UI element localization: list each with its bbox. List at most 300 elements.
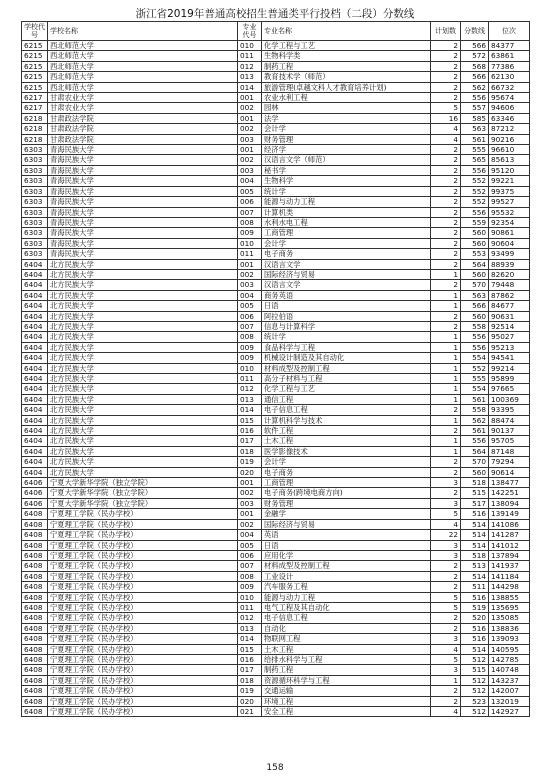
school-name-cell: 北方民族大学 bbox=[48, 436, 238, 446]
school-code-cell: 6406 bbox=[22, 478, 48, 488]
school-name-cell: 北方民族大学 bbox=[48, 301, 238, 311]
major-code-cell: 003 bbox=[238, 134, 262, 144]
plan-cell: 3 bbox=[431, 665, 461, 675]
major-name-cell: 财务管理 bbox=[262, 498, 431, 508]
school-code-cell: 6303 bbox=[22, 228, 48, 238]
major-code-cell: 010 bbox=[238, 238, 262, 248]
score-cell: 514 bbox=[461, 540, 489, 550]
rank-cell: 93395 bbox=[489, 405, 530, 415]
score-cell: 556 bbox=[461, 93, 489, 103]
plan-cell: 1 bbox=[431, 290, 461, 300]
major-code-cell: 006 bbox=[238, 311, 262, 321]
major-code-cell: 007 bbox=[238, 321, 262, 331]
table-row bbox=[22, 259, 530, 269]
major-code-cell: 009 bbox=[238, 353, 262, 363]
score-cell: 566 bbox=[461, 41, 489, 51]
rank-cell: 141937 bbox=[489, 561, 530, 571]
school-code-cell: 6404 bbox=[22, 259, 48, 269]
school-code-cell: 6404 bbox=[22, 384, 48, 394]
plan-cell: 1 bbox=[431, 675, 461, 685]
score-cell: 556 bbox=[461, 332, 489, 342]
school-code-cell: 6404 bbox=[22, 290, 48, 300]
major-code-cell: 020 bbox=[238, 467, 262, 477]
table-row bbox=[22, 311, 530, 321]
school-code-cell: 6408 bbox=[22, 550, 48, 560]
school-code-cell: 6408 bbox=[22, 634, 48, 644]
plan-cell: 2 bbox=[431, 145, 461, 155]
major-name-cell: 环境工程 bbox=[262, 696, 431, 706]
major-code-cell: 004 bbox=[238, 290, 262, 300]
score-cell: 585 bbox=[461, 113, 489, 123]
score-cell: 556 bbox=[461, 342, 489, 352]
plan-cell: 1 bbox=[431, 353, 461, 363]
major-code-cell: 009 bbox=[238, 228, 262, 238]
major-name-cell: 应用化学 bbox=[262, 550, 431, 560]
plan-cell: 2 bbox=[431, 467, 461, 477]
major-code-cell: 018 bbox=[238, 446, 262, 456]
table-row bbox=[22, 561, 530, 571]
school-code-cell: 6218 bbox=[22, 113, 48, 123]
major-code-cell: 001 bbox=[238, 478, 262, 488]
major-code-cell: 018 bbox=[238, 675, 262, 685]
score-cell: 512 bbox=[461, 654, 489, 664]
school-code-cell: 6303 bbox=[22, 155, 48, 165]
major-code-cell: 008 bbox=[238, 332, 262, 342]
plan-cell: 16 bbox=[431, 113, 461, 123]
table-row bbox=[22, 72, 530, 82]
plan-cell: 2 bbox=[431, 82, 461, 92]
school-name-cell: 北方民族大学 bbox=[48, 321, 238, 331]
school-name-cell: 北方民族大学 bbox=[48, 457, 238, 467]
school-name-cell: 青海民族大学 bbox=[48, 238, 238, 248]
major-code-cell: 009 bbox=[238, 582, 262, 592]
rank-cell: 142007 bbox=[489, 686, 530, 696]
rank-cell: 141287 bbox=[489, 530, 530, 540]
score-cell: 570 bbox=[461, 280, 489, 290]
table-row bbox=[22, 405, 530, 415]
score-cell: 514 bbox=[461, 571, 489, 581]
table-row bbox=[22, 654, 530, 664]
rank-cell: 138477 bbox=[489, 478, 530, 488]
school-code-cell: 6404 bbox=[22, 321, 48, 331]
rank-cell: 141086 bbox=[489, 519, 530, 529]
score-cell: 516 bbox=[461, 592, 489, 602]
rank-cell: 140595 bbox=[489, 644, 530, 654]
school-code-cell: 6218 bbox=[22, 124, 48, 134]
table-row bbox=[22, 249, 530, 259]
major-name-cell: 电气工程及其自动化 bbox=[262, 602, 431, 612]
page-title: 浙江省2019年普通高校招生普通类平行投档（二段）分数线 bbox=[135, 8, 415, 20]
score-cell: 513 bbox=[461, 561, 489, 571]
score-cell: 512 bbox=[461, 686, 489, 696]
major-code-cell: 011 bbox=[238, 374, 262, 384]
score-cell: 556 bbox=[461, 207, 489, 217]
table-row bbox=[22, 113, 530, 123]
major-name-cell: 园林 bbox=[262, 103, 431, 113]
major-code-cell: 005 bbox=[238, 540, 262, 550]
major-name-cell: 制药工程 bbox=[262, 665, 431, 675]
rank-cell: 142927 bbox=[489, 707, 530, 717]
rank-cell: 92354 bbox=[489, 217, 530, 227]
school-code-cell: 6404 bbox=[22, 363, 48, 373]
table-row bbox=[22, 457, 530, 467]
table-row bbox=[22, 41, 530, 51]
rank-cell: 88474 bbox=[489, 415, 530, 425]
plan-cell: 2 bbox=[431, 72, 461, 82]
major-code-cell: 013 bbox=[238, 72, 262, 82]
score-cell: 562 bbox=[461, 415, 489, 425]
header-school-code: 学校代号 bbox=[22, 22, 48, 41]
major-name-cell: 机械设计制造及其自动化 bbox=[262, 353, 431, 363]
major-code-cell: 008 bbox=[238, 571, 262, 581]
score-cell: 552 bbox=[461, 363, 489, 373]
score-cell: 564 bbox=[461, 446, 489, 456]
score-cell: 559 bbox=[461, 217, 489, 227]
school-code-cell: 6406 bbox=[22, 498, 48, 508]
table-row bbox=[22, 82, 530, 92]
school-name-cell: 宁夏理工学院（民办学校） bbox=[48, 602, 238, 612]
school-name-cell: 宁夏理工学院（民办学校） bbox=[48, 696, 238, 706]
major-code-cell: 002 bbox=[238, 124, 262, 134]
school-code-cell: 6408 bbox=[22, 582, 48, 592]
score-cell: 519 bbox=[461, 602, 489, 612]
table-row bbox=[22, 93, 530, 103]
plan-cell: 2 bbox=[431, 249, 461, 259]
major-name-cell: 会计学 bbox=[262, 457, 431, 467]
school-name-cell: 西北师范大学 bbox=[48, 61, 238, 71]
school-code-cell: 6408 bbox=[22, 654, 48, 664]
rank-cell: 95120 bbox=[489, 165, 530, 175]
major-code-cell: 011 bbox=[238, 51, 262, 61]
school-code-cell: 6408 bbox=[22, 509, 48, 519]
school-name-cell: 甘肃农业大学 bbox=[48, 93, 238, 103]
rank-cell: 96610 bbox=[489, 145, 530, 155]
major-code-cell: 002 bbox=[238, 155, 262, 165]
rank-cell: 90861 bbox=[489, 228, 530, 238]
major-code-cell: 003 bbox=[238, 165, 262, 175]
table-row bbox=[22, 675, 530, 685]
table-row bbox=[22, 530, 530, 540]
table-row bbox=[22, 707, 530, 717]
plan-cell: 1 bbox=[431, 415, 461, 425]
plan-cell: 2 bbox=[431, 217, 461, 227]
major-name-cell: 工商管理 bbox=[262, 478, 431, 488]
score-cell: 568 bbox=[461, 61, 489, 71]
major-name-cell: 资源循环科学与工程 bbox=[262, 675, 431, 685]
major-name-cell: 电子商务(跨境电商方向) bbox=[262, 488, 431, 498]
score-cell: 552 bbox=[461, 197, 489, 207]
table-row bbox=[22, 124, 530, 134]
school-name-cell: 宁夏理工学院（民办学校） bbox=[48, 509, 238, 519]
major-code-cell: 019 bbox=[238, 686, 262, 696]
score-cell: 565 bbox=[461, 155, 489, 165]
table-row bbox=[22, 103, 530, 113]
major-code-cell: 010 bbox=[238, 363, 262, 373]
table-row bbox=[22, 488, 530, 498]
school-name-cell: 宁夏理工学院（民办学校） bbox=[48, 582, 238, 592]
plan-cell: 2 bbox=[431, 155, 461, 165]
school-code-cell: 6215 bbox=[22, 51, 48, 61]
major-name-cell: 会计学 bbox=[262, 238, 431, 248]
major-code-cell: 015 bbox=[238, 415, 262, 425]
score-cell: 556 bbox=[461, 165, 489, 175]
plan-cell: 2 bbox=[431, 488, 461, 498]
school-name-cell: 北方民族大学 bbox=[48, 342, 238, 352]
score-cell: 516 bbox=[461, 509, 489, 519]
score-cell: 560 bbox=[461, 467, 489, 477]
rank-cell: 82620 bbox=[489, 269, 530, 279]
major-code-cell: 016 bbox=[238, 426, 262, 436]
score-cell: 558 bbox=[461, 405, 489, 415]
major-code-cell: 013 bbox=[238, 394, 262, 404]
rank-cell: 63346 bbox=[489, 113, 530, 123]
school-name-cell: 宁夏大学新华学院（独立学院） bbox=[48, 488, 238, 498]
plan-cell: 2 bbox=[431, 457, 461, 467]
plan-cell: 1 bbox=[431, 363, 461, 373]
plan-cell: 2 bbox=[431, 61, 461, 71]
school-code-cell: 6408 bbox=[22, 696, 48, 706]
plan-cell: 2 bbox=[431, 321, 461, 331]
score-cell: 552 bbox=[461, 176, 489, 186]
major-code-cell: 008 bbox=[238, 217, 262, 227]
school-name-cell: 宁夏理工学院（民办学校） bbox=[48, 675, 238, 685]
plan-cell: 5 bbox=[431, 592, 461, 602]
school-code-cell: 6408 bbox=[22, 561, 48, 571]
school-name-cell: 北方民族大学 bbox=[48, 311, 238, 321]
header-rank: 位次 bbox=[489, 22, 530, 41]
rank-cell: 90614 bbox=[489, 467, 530, 477]
major-code-cell: 014 bbox=[238, 82, 262, 92]
school-code-cell: 6404 bbox=[22, 374, 48, 384]
score-cell: 514 bbox=[461, 644, 489, 654]
school-code-cell: 6408 bbox=[22, 530, 48, 540]
school-code-cell: 6215 bbox=[22, 82, 48, 92]
rank-cell: 95899 bbox=[489, 374, 530, 384]
score-cell: 561 bbox=[461, 426, 489, 436]
major-name-cell: 能源与动力工程 bbox=[262, 592, 431, 602]
major-code-cell: 013 bbox=[238, 623, 262, 633]
major-code-cell: 014 bbox=[238, 405, 262, 415]
school-code-cell: 6408 bbox=[22, 602, 48, 612]
school-code-cell: 6408 bbox=[22, 675, 48, 685]
plan-cell: 1 bbox=[431, 269, 461, 279]
major-code-cell: 003 bbox=[238, 280, 262, 290]
score-cell: 516 bbox=[461, 634, 489, 644]
school-code-cell: 6303 bbox=[22, 186, 48, 196]
major-name-cell: 材料成型及控制工程 bbox=[262, 561, 431, 571]
school-name-cell: 宁夏大学新华学院（独立学院） bbox=[48, 498, 238, 508]
major-name-cell: 软件工程 bbox=[262, 426, 431, 436]
major-name-cell: 农业水利工程 bbox=[262, 93, 431, 103]
plan-cell: 4 bbox=[431, 707, 461, 717]
school-code-cell: 6404 bbox=[22, 332, 48, 342]
school-code-cell: 6408 bbox=[22, 519, 48, 529]
rank-cell: 137894 bbox=[489, 550, 530, 560]
major-name-cell: 财务管理 bbox=[262, 134, 431, 144]
school-name-cell: 青海民族大学 bbox=[48, 165, 238, 175]
rank-cell: 99214 bbox=[489, 363, 530, 373]
school-name-cell: 宁夏理工学院（民办学校） bbox=[48, 634, 238, 644]
plan-cell: 1 bbox=[431, 446, 461, 456]
rank-cell: 85613 bbox=[489, 155, 530, 165]
school-name-cell: 青海民族大学 bbox=[48, 186, 238, 196]
table-row bbox=[22, 686, 530, 696]
score-cell: 523 bbox=[461, 696, 489, 706]
major-name-cell: 汉语言文学（师范） bbox=[262, 155, 431, 165]
admission-score-table bbox=[21, 21, 530, 717]
plan-cell: 5 bbox=[431, 654, 461, 664]
score-cell: 518 bbox=[461, 550, 489, 560]
school-code-cell: 6215 bbox=[22, 61, 48, 71]
major-code-cell: 002 bbox=[238, 488, 262, 498]
table-row bbox=[22, 197, 530, 207]
score-cell: 516 bbox=[461, 623, 489, 633]
table-row bbox=[22, 478, 530, 488]
rank-cell: 138836 bbox=[489, 623, 530, 633]
plan-cell: 1 bbox=[431, 332, 461, 342]
school-code-cell: 6406 bbox=[22, 488, 48, 498]
school-name-cell: 北方民族大学 bbox=[48, 467, 238, 477]
table-row bbox=[22, 228, 530, 238]
plan-cell: 1 bbox=[431, 374, 461, 384]
rank-cell: 135695 bbox=[489, 602, 530, 612]
school-name-cell: 青海民族大学 bbox=[48, 217, 238, 227]
school-name-cell: 北方民族大学 bbox=[48, 280, 238, 290]
table-row bbox=[22, 374, 530, 384]
rank-cell: 95532 bbox=[489, 207, 530, 217]
rank-cell: 79448 bbox=[489, 280, 530, 290]
major-code-cell: 006 bbox=[238, 550, 262, 560]
major-name-cell: 英语 bbox=[262, 530, 431, 540]
major-name-cell: 生物科学类 bbox=[262, 51, 431, 61]
major-name-cell: 计算机类 bbox=[262, 207, 431, 217]
school-code-cell: 6303 bbox=[22, 217, 48, 227]
rank-cell: 94606 bbox=[489, 103, 530, 113]
rank-cell: 141012 bbox=[489, 540, 530, 550]
rank-cell: 66732 bbox=[489, 82, 530, 92]
table-row bbox=[22, 353, 530, 363]
score-cell: 552 bbox=[461, 186, 489, 196]
major-name-cell: 安全工程 bbox=[262, 707, 431, 717]
major-name-cell: 高分子材料与工程 bbox=[262, 374, 431, 384]
table-row bbox=[22, 519, 530, 529]
major-code-cell: 007 bbox=[238, 561, 262, 571]
rank-cell: 132019 bbox=[489, 696, 530, 706]
score-cell: 572 bbox=[461, 51, 489, 61]
plan-cell: 2 bbox=[431, 197, 461, 207]
plan-cell: 5 bbox=[431, 103, 461, 113]
table-row bbox=[22, 176, 530, 186]
rank-cell: 93499 bbox=[489, 249, 530, 259]
school-code-cell: 6408 bbox=[22, 592, 48, 602]
major-name-cell: 日语 bbox=[262, 540, 431, 550]
school-name-cell: 宁夏理工学院（民办学校） bbox=[48, 707, 238, 717]
school-code-cell: 6303 bbox=[22, 207, 48, 217]
major-code-cell: 002 bbox=[238, 103, 262, 113]
major-name-cell: 国际经济与贸易 bbox=[262, 269, 431, 279]
school-name-cell: 北方民族大学 bbox=[48, 353, 238, 363]
table-body bbox=[22, 41, 530, 717]
school-name-cell: 宁夏理工学院（民办学校） bbox=[48, 571, 238, 581]
major-code-cell: 012 bbox=[238, 613, 262, 623]
major-code-cell: 017 bbox=[238, 665, 262, 675]
plan-cell: 2 bbox=[431, 93, 461, 103]
score-cell: 563 bbox=[461, 290, 489, 300]
school-name-cell: 青海民族大学 bbox=[48, 207, 238, 217]
table-row bbox=[22, 134, 530, 144]
school-code-cell: 6408 bbox=[22, 644, 48, 654]
major-code-cell: 005 bbox=[238, 186, 262, 196]
school-name-cell: 宁夏理工学院（民办学校） bbox=[48, 654, 238, 664]
major-code-cell: 004 bbox=[238, 176, 262, 186]
major-name-cell: 经济学 bbox=[262, 145, 431, 155]
table-row bbox=[22, 426, 530, 436]
major-name-cell: 食品科学与工程 bbox=[262, 342, 431, 352]
table-row bbox=[22, 602, 530, 612]
table-row bbox=[22, 582, 530, 592]
table-row bbox=[22, 436, 530, 446]
score-cell: 517 bbox=[461, 498, 489, 508]
major-name-cell: 土木工程 bbox=[262, 436, 431, 446]
table-row bbox=[22, 207, 530, 217]
rank-cell: 90137 bbox=[489, 426, 530, 436]
major-name-cell: 医学影像技术 bbox=[262, 446, 431, 456]
major-code-cell: 021 bbox=[238, 707, 262, 717]
score-cell: 562 bbox=[461, 82, 489, 92]
major-code-cell: 016 bbox=[238, 654, 262, 664]
rank-cell: 143237 bbox=[489, 675, 530, 685]
major-code-cell: 012 bbox=[238, 61, 262, 71]
plan-cell: 2 bbox=[431, 426, 461, 436]
major-code-cell: 012 bbox=[238, 384, 262, 394]
school-code-cell: 6404 bbox=[22, 467, 48, 477]
score-cell: 555 bbox=[461, 145, 489, 155]
score-cell: 563 bbox=[461, 124, 489, 134]
score-cell: 520 bbox=[461, 613, 489, 623]
school-code-cell: 6404 bbox=[22, 353, 48, 363]
rank-cell: 84677 bbox=[489, 301, 530, 311]
major-name-cell: 统计学 bbox=[262, 186, 431, 196]
major-name-cell: 秘书学 bbox=[262, 165, 431, 175]
school-code-cell: 6218 bbox=[22, 134, 48, 144]
school-name-cell: 北方民族大学 bbox=[48, 332, 238, 342]
major-name-cell: 给排水科学与工程 bbox=[262, 654, 431, 664]
major-name-cell: 电子信息工程 bbox=[262, 405, 431, 415]
school-name-cell: 宁夏理工学院（民办学校） bbox=[48, 644, 238, 654]
school-code-cell: 6408 bbox=[22, 623, 48, 633]
school-name-cell: 西北师范大学 bbox=[48, 72, 238, 82]
plan-cell: 4 bbox=[431, 519, 461, 529]
school-name-cell: 青海民族大学 bbox=[48, 228, 238, 238]
major-name-cell: 统计学 bbox=[262, 332, 431, 342]
school-code-cell: 6303 bbox=[22, 197, 48, 207]
table-row bbox=[22, 145, 530, 155]
table-row bbox=[22, 280, 530, 290]
score-cell: 560 bbox=[461, 311, 489, 321]
school-name-cell: 北方民族大学 bbox=[48, 394, 238, 404]
rank-cell: 63861 bbox=[489, 51, 530, 61]
score-cell: 560 bbox=[461, 238, 489, 248]
school-name-cell: 北方民族大学 bbox=[48, 426, 238, 436]
score-cell: 514 bbox=[461, 530, 489, 540]
rank-cell: 95705 bbox=[489, 436, 530, 446]
school-name-cell: 北方民族大学 bbox=[48, 415, 238, 425]
table-row bbox=[22, 644, 530, 654]
plan-cell: 4 bbox=[431, 644, 461, 654]
major-name-cell: 化学工程与工艺 bbox=[262, 384, 431, 394]
header-plan: 计划数 bbox=[431, 22, 461, 41]
school-name-cell: 北方民族大学 bbox=[48, 446, 238, 456]
